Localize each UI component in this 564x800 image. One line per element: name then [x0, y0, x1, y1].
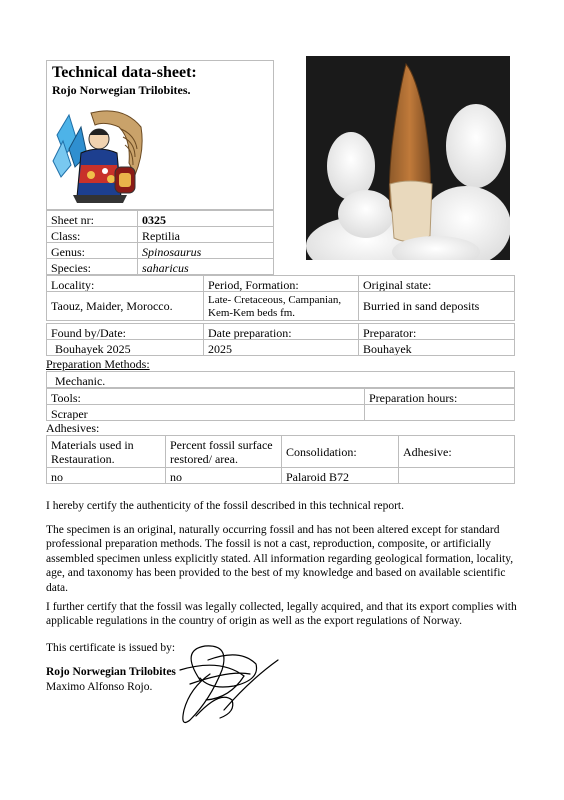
species-value: saharicus	[137, 258, 274, 275]
adhesive-label: Adhesive:	[398, 435, 515, 468]
consolidation-label: Consolidation:	[281, 435, 399, 468]
certificate-paragraph-1: I hereby certify the authenticity of the fossil described in this technical report.	[46, 500, 404, 512]
consolidation-value: Palaroid B72	[281, 467, 399, 484]
header-box	[46, 60, 274, 210]
locality-label: Locality:	[46, 275, 204, 292]
species-label: Species:	[46, 258, 138, 275]
class-value: Reptilia	[137, 226, 274, 243]
percent-label: Percent fossil surface restored/ area.	[165, 435, 282, 468]
sheet-subtitle: Rojo Norwegian Trilobites.	[52, 83, 191, 97]
materials-label: Materials used in Restauration.	[46, 435, 166, 468]
hours-value	[364, 404, 515, 421]
preparator-value: Bouhayek	[358, 339, 515, 356]
found-label: Found by/Date:	[46, 323, 204, 340]
trilobite-samurai-logo	[51, 105, 147, 205]
percent-value: no	[165, 467, 282, 484]
genus-label: Genus:	[46, 242, 138, 259]
locality-value: Taouz, Maider, Morocco.	[46, 291, 204, 321]
preparator-label: Preparator:	[358, 323, 515, 340]
class-label: Class:	[46, 226, 138, 243]
tools-label: Tools:	[46, 388, 365, 405]
sheet-label: Sheet nr:	[46, 210, 138, 227]
sheet-title: Technical data-sheet:	[52, 64, 197, 81]
tools-value: Scraper	[46, 404, 365, 421]
hours-label: Preparation hours:	[364, 388, 515, 405]
certificate-paragraph-2: The specimen is an original, naturally occurring fossil and has not been altered except for standard professional preparation methods. The fossil is not a cast, reproduction, composite, or artificially assembled specimen unless explicitly stated. All information regarding geological formation, locality, age, and taxonomy has been provided to the best of my knowledge and based on available scientific data.	[46, 524, 514, 594]
state-value: Burried in sand deposits	[358, 291, 515, 321]
period-label: Period, Formation:	[203, 275, 359, 292]
handwritten-signature	[160, 640, 290, 730]
materials-value: no	[46, 467, 166, 484]
prep-date-value: 2025	[203, 339, 359, 356]
fossil-tooth-photo	[306, 56, 510, 260]
sheet-value: 0325	[137, 210, 274, 227]
adhesives-heading: Adhesives:	[46, 421, 100, 435]
preparation-method: Mechanic.	[46, 371, 515, 388]
adhesive-value	[398, 467, 515, 484]
prep-date-label: Date preparation:	[203, 323, 359, 340]
found-value: Bouhayek 2025	[46, 339, 204, 356]
state-label: Original state:	[358, 275, 515, 292]
certificate-paragraph-3: I further certify that the fossil was legally collected, legally acquired, and that its export complies with applicable regulations in the country of origin as well as the export regulations of Norway.	[46, 601, 517, 628]
period-value: Late- Cretaceous, Campanian, Kem-Kem beds fm.	[203, 291, 359, 321]
signer-name: Maximo Alfonso Rojo.	[46, 681, 153, 693]
certificate-paragraph-4: This certificate is issued by:	[46, 642, 176, 654]
genus-value: Spinosaurus	[137, 242, 274, 259]
issuer-name: Rojo Norwegian Trilobites	[46, 666, 176, 678]
preparation-heading: Preparation Methods:	[46, 357, 150, 371]
